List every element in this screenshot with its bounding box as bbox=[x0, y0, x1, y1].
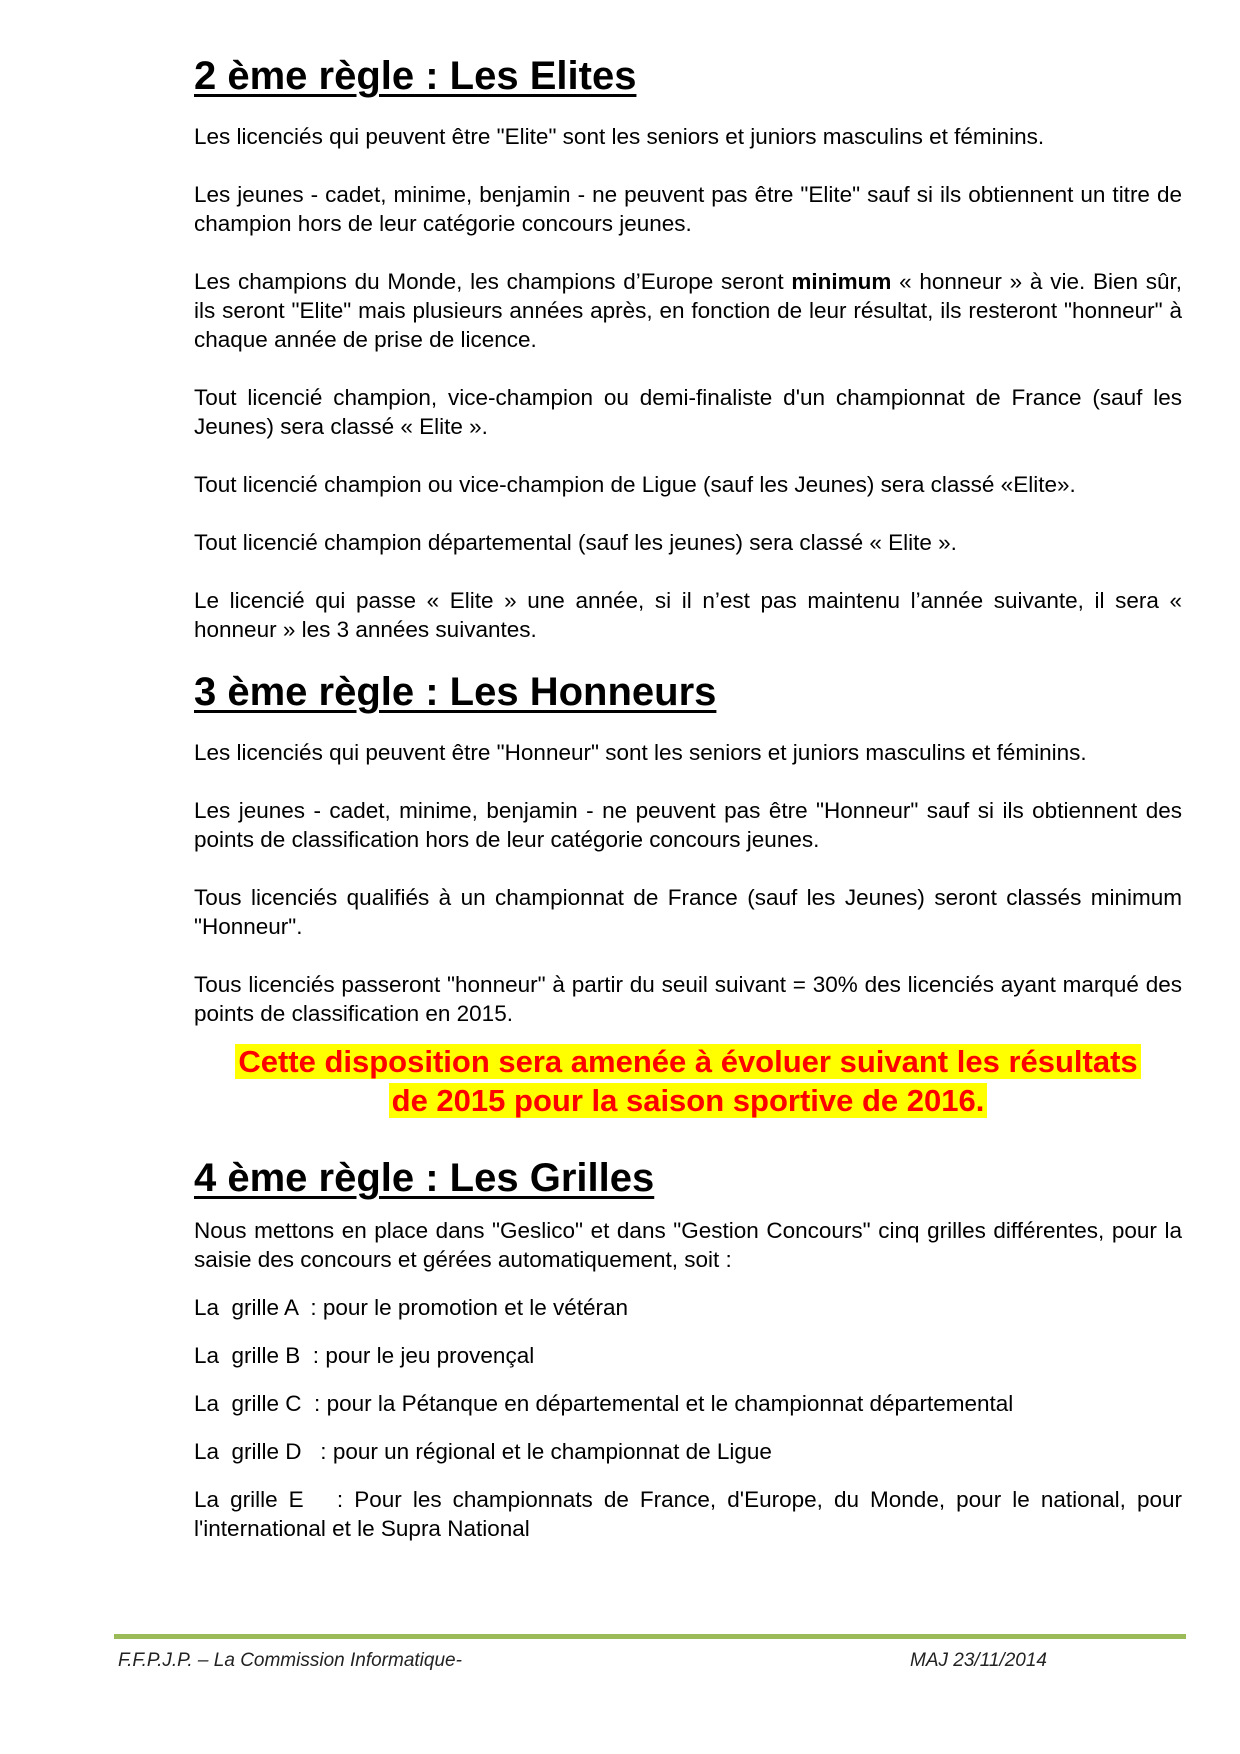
footer-organization: F.F.P.J.P. – La Commission Informatique- bbox=[118, 1650, 462, 1671]
section-4-heading: 4 ème règle : Les Grilles bbox=[194, 1156, 655, 1200]
section-2-paragraph-6: Tout licencié champion départemental (sauf les jeunes) sera classé « Elite ». bbox=[194, 530, 957, 555]
section-3-paragraph-1: Les licenciés qui peuvent être "Honneur" sont les seniors et juniors masculins et féminins. bbox=[194, 740, 1087, 765]
section-2-paragraph-3-start: Les champions du Monde, les champions d’Europe seront bbox=[194, 269, 792, 294]
grille-b-item bbox=[194, 1341, 1182, 1370]
section-2-paragraph-4: Tout licencié champion, vice-champion ou demi-finaliste d'un championnat de France (sauf les Jeunes) sera classé « Elite ». bbox=[194, 385, 1182, 439]
grille-e-item bbox=[194, 1485, 1182, 1543]
grille-label: La grille B : bbox=[194, 1343, 320, 1368]
section-3-heading: 3 ème règle : Les Honneurs bbox=[194, 670, 717, 714]
footer-update-date: MAJ 23/11/2014 bbox=[910, 1650, 1047, 1671]
highlighted-notice bbox=[194, 1042, 1182, 1120]
section-2-paragraph-7: Le licencié qui passe « Elite » une année, si il n’est pas maintenu l’année suivante, il sera « honneur » les 3 années suivantes. bbox=[194, 588, 1182, 642]
footer-divider bbox=[114, 1634, 1186, 1639]
grille-label: La grille D : bbox=[194, 1439, 327, 1464]
section-3-paragraph-2: Les jeunes - cadet, minime, benjamin - ne peuvent pas être "Honneur" sauf si ils obtiennent des points de classification hors de leur catégorie concours jeunes. bbox=[194, 798, 1182, 852]
grille-description: Pour les championnats de France, d'Europe, du Monde, pour le national, pour l'international et le Supra National bbox=[194, 1487, 1183, 1541]
notice-line-2: de 2015 pour la saison sportive de 2016. bbox=[389, 1083, 988, 1118]
document-page bbox=[194, 52, 1182, 1562]
section-2-paragraph-3 bbox=[194, 267, 1182, 354]
section-3-paragraph-3: Tous licenciés qualifiés à un championnat de France (sauf les Jeunes) seront classés minimum "Honneur". bbox=[194, 885, 1182, 939]
grille-description: pour la Pétanque en départemental et le championnat départemental bbox=[326, 1391, 1014, 1416]
grille-a-item bbox=[194, 1293, 1182, 1322]
grille-label: La grille A : bbox=[194, 1295, 317, 1320]
section-2-paragraph-1: Les licenciés qui peuvent être "Elite" sont les seniors et juniors masculins et féminins. bbox=[194, 124, 1045, 149]
grille-d-item bbox=[194, 1437, 1182, 1466]
section-2-paragraph-3-end: « honneur » à vie. Bien sûr, ils seront "Elite" mais plusieurs années après, en fonction de leur résultat, ils resteront "honneur" à chaque année de prise de licence. bbox=[194, 269, 1183, 352]
section-2-heading: 2 ème règle : Les Elites bbox=[194, 54, 637, 98]
notice-line-1: Cette disposition sera amenée à évoluer suivant les résultats bbox=[235, 1044, 1140, 1079]
grille-c-item bbox=[194, 1389, 1182, 1418]
minimum-emphasis: minimum bbox=[791, 269, 892, 294]
section-2-paragraph-2: Les jeunes - cadet, minime, benjamin - ne peuvent pas être "Elite" sauf si ils obtiennent un titre de champion hors de leur catégorie concours jeunes. bbox=[194, 182, 1182, 236]
grille-description: pour le jeu provençal bbox=[325, 1343, 535, 1368]
grille-description: pour le promotion et le vétéran bbox=[322, 1295, 629, 1320]
grille-label: La grille C : bbox=[194, 1391, 321, 1416]
grille-label: La grille E : bbox=[194, 1487, 344, 1512]
section-2-paragraph-5: Tout licencié champion ou vice-champion de Ligue (sauf les Jeunes) sera classé «Elite». bbox=[194, 472, 1076, 497]
section-4-intro: Nous mettons en place dans "Geslico" et dans "Gestion Concours" cinq grilles différentes, pour la saisie des concours et gérées automatiquement, soit : bbox=[194, 1218, 1182, 1272]
section-3-paragraph-4: Tous licenciés passeront "honneur" à partir du seuil suivant = 30% des licenciés ayant marqué des points de classification en 2015. bbox=[194, 972, 1182, 1026]
grille-description: pour un régional et le championnat de Ligue bbox=[332, 1439, 772, 1464]
